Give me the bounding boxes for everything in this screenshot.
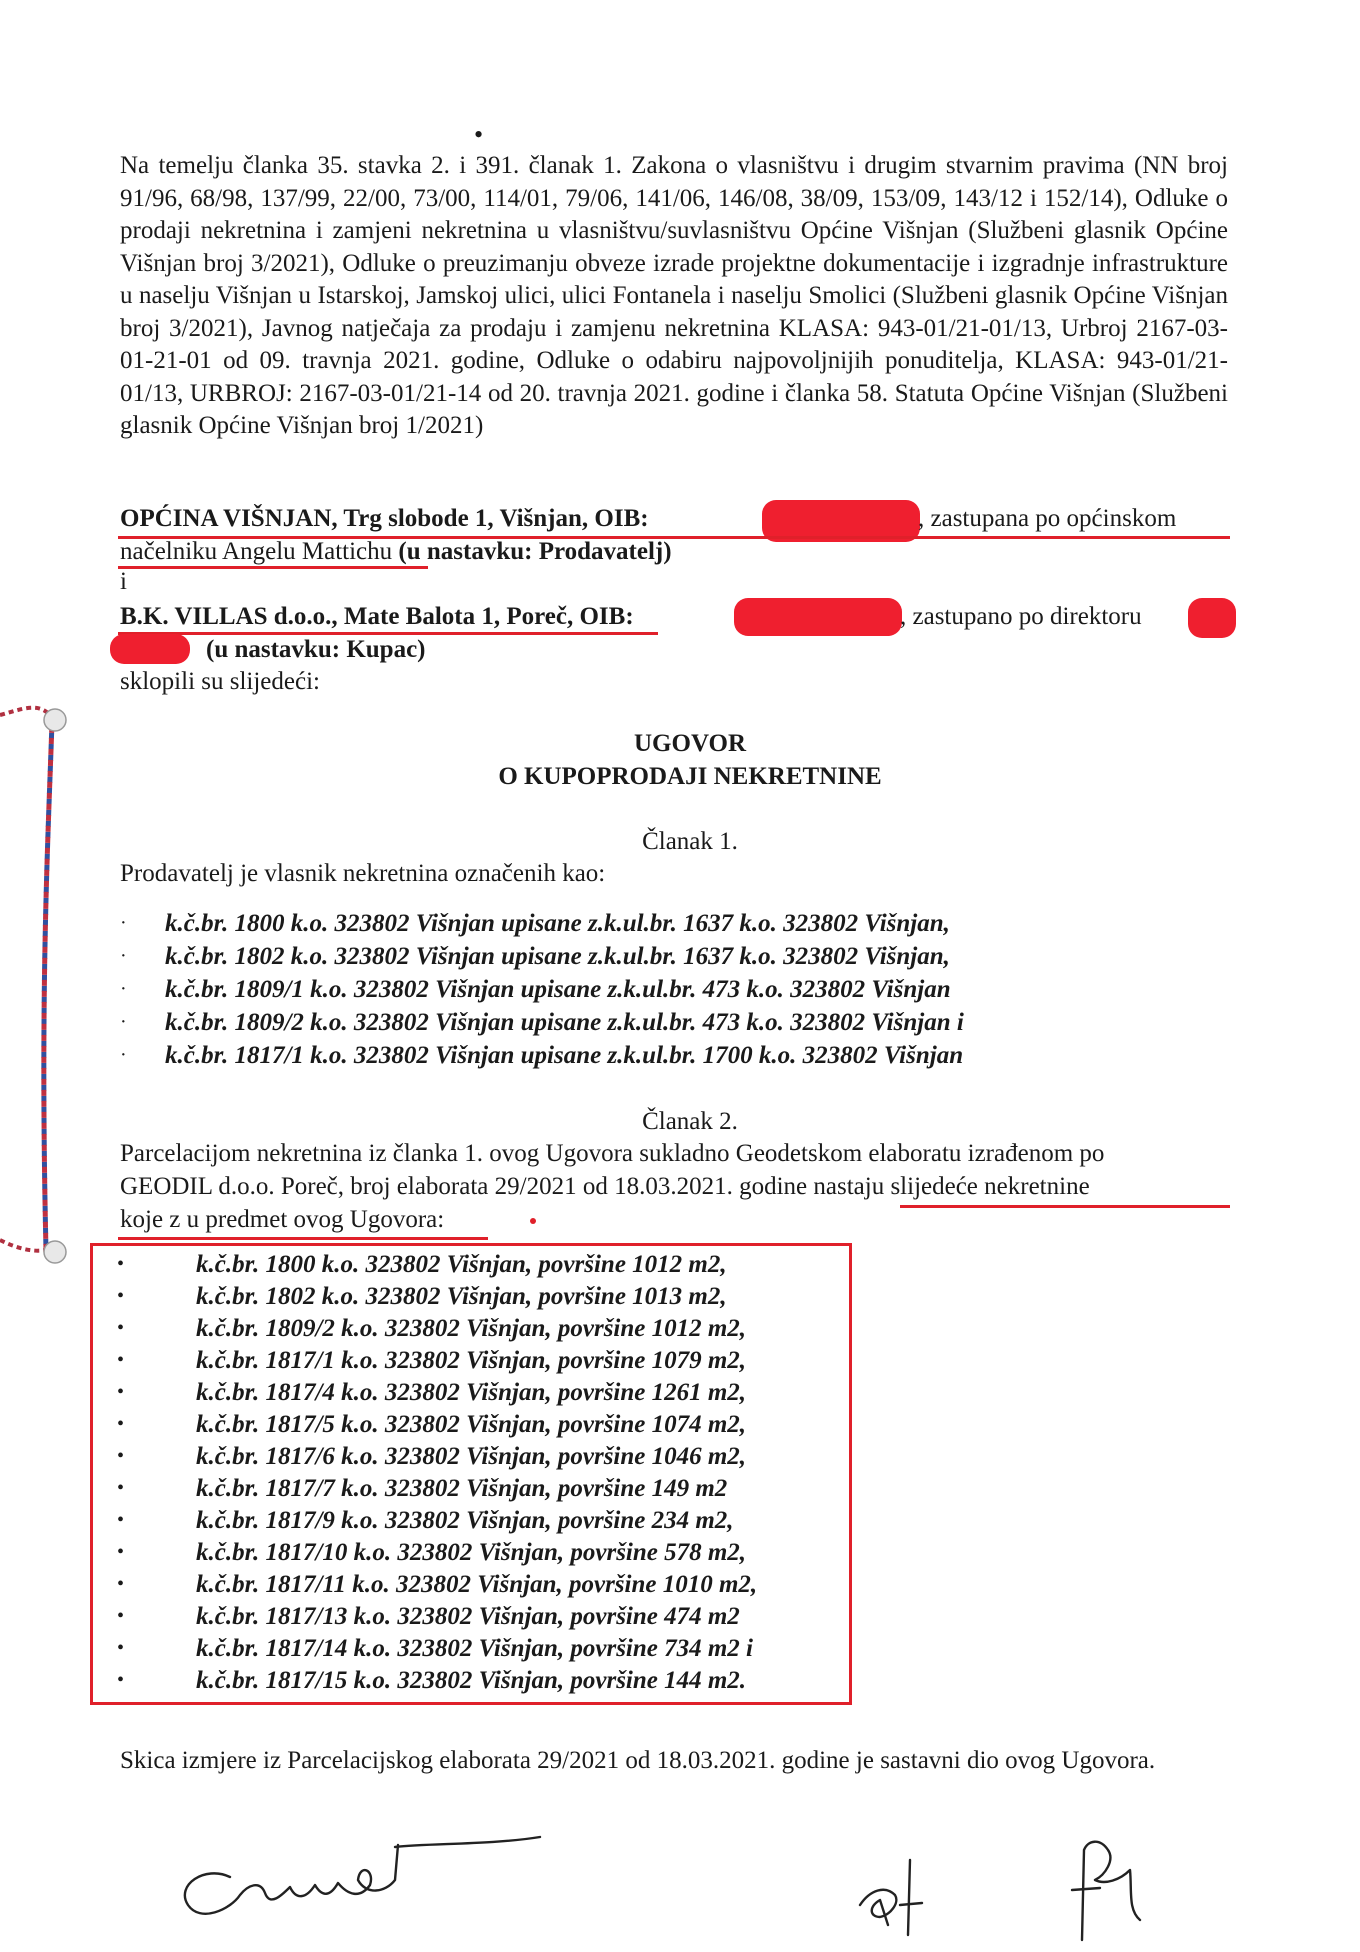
bullet: • <box>117 1253 125 1275</box>
article-2-item: k.č.br. 1817/13 k.o. 323802 Višnjan, površine 474 m2 <box>196 1603 740 1630</box>
seller-represented: , zastupana po općinskom <box>918 505 1177 532</box>
article-2-item: k.č.br. 1802 k.o. 323802 Višnjan, površine 1013 m2, <box>196 1283 727 1310</box>
seller-line-2 <box>120 538 672 566</box>
bullet: · <box>120 945 127 967</box>
annotation-dot <box>530 1218 536 1224</box>
bullet: · <box>120 1044 127 1066</box>
article-2-line-3: koje z u predmet ovog Ugovora: <box>120 1206 445 1233</box>
redaction-buyer-oib <box>734 598 902 636</box>
bullet: · <box>120 912 127 934</box>
bullet: • <box>117 1605 125 1627</box>
buyer-role: (u nastavku: Kupac) <box>206 636 426 663</box>
article-2-item: k.č.br. 1817/11 k.o. 323802 Višnjan, površine 1010 m2, <box>196 1571 758 1598</box>
title-line-1: UGOVOR <box>634 730 746 757</box>
article-2-item: k.č.br. 1817/7 k.o. 323802 Višnjan, površine 149 m2 <box>196 1475 728 1502</box>
bullet: • <box>117 1317 125 1339</box>
and-word: i <box>120 568 127 595</box>
article-2-item: k.č.br. 1817/9 k.o. 323802 Višnjan, površine 234 m2, <box>196 1507 734 1534</box>
seller-name-address: OPĆINA VIŠNJAN, Trg slobode 1, Višnjan, OIB: <box>120 505 649 532</box>
bullet: • <box>117 1637 125 1659</box>
bullet: • <box>117 1445 125 1467</box>
article-2-item: k.č.br. 1817/14 k.o. 323802 Višnjan, površine 734 m2 i <box>196 1635 754 1662</box>
closing-paragraph: Skica izmjere iz Parcelacijskog elaborata 29/2021 od 18.03.2021. godine je sastavni dio ovog Ugovora. <box>120 1747 1156 1774</box>
underline-new-properties <box>900 1205 1230 1208</box>
bullet: • <box>117 1413 125 1435</box>
bullet: • <box>117 1573 125 1595</box>
bullet: • <box>117 1477 125 1499</box>
seller-role: (u nastavku: Prodavatelj) <box>398 538 672 565</box>
article-2-item: k.č.br. 1809/2 k.o. 323802 Višnjan, površine 1012 m2, <box>196 1315 747 1342</box>
buyer-name-address: B.K. VILLAS d.o.o., Mate Balota 1, Poreč, OIB: <box>120 603 634 630</box>
signature-right <box>1060 1830 1170 1945</box>
article-2-line-2b: nastaju slijedeće nekretnine <box>813 1173 1090 1200</box>
bullet: · <box>120 978 127 1000</box>
buyer-line <box>120 603 634 631</box>
article-1-item: k.č.br. 1809/1 k.o. 323802 Višnjan upisane z.k.ul.br. 473 k.o. 323802 Višnjan <box>165 976 951 1003</box>
article-2-item: k.č.br. 1817/15 k.o. 323802 Višnjan, površine 144 m2. <box>196 1667 747 1694</box>
underline-subject <box>118 1237 488 1240</box>
bullet: • <box>117 1349 125 1371</box>
article-2-line-2a: GEODIL d.o.o. Poreč, broj elaborata 29/2021 od 18.03.2021. godine <box>120 1173 808 1200</box>
article-2-item: k.č.br. 1817/10 k.o. 323802 Višnjan, površine 578 m2, <box>196 1539 747 1566</box>
article-1-item: k.č.br. 1817/1 k.o. 323802 Višnjan upisane z.k.ul.br. 1700 k.o. 323802 Višnjan <box>165 1042 964 1069</box>
buyer-represented: , zastupano po direktoru <box>900 603 1142 630</box>
article-2-item: k.č.br. 1817/5 k.o. 323802 Višnjan, površine 1074 m2, <box>196 1411 747 1438</box>
preamble-paragraph: Na temelju članka 35. stavka 2. i 391. članak 1. Zakona o vlasništvu i drugim stvarnim pravima (NN broj 91/96, 68/98, 137/99, 22/00, 73/00, 114/01, 79/06, 141/06, 146/08, 38/09, 153/09, 143/12 i 152/14), Odluke o prodaji nekretnina i zamjeni nekretnina u vlasništvu/suvlasništvu Općine Višnjan (Službeni glasnik Općine Višnjan broj 3/2021), Odluke o preuzimanju obveze izrade projektne dokumentacije i izgradnje infrastrukture u naselju Višnjan u Istarskoj, Jamskoj ulici, ulici Fontanela i naselju Smolici (Službeni glasnik Općine Višnjan broj 3/2021), Javnog natječaja za prodaju i zamjenu nekretnina KLASA: 943-01/21-01/13, Urbroj 2167-03-01-21-01 od 09. travnja 2021. godine, Odluke o odabiru najpovoljnijih ponuditelja, KLASA: 943-01/21-01/13, URBROJ: 2167-03-01/21-14 od 20. travnja 2021. godine i članka 58. Statuta Općine Višnjan (Službeni glasnik Općine Višnjan broj 1/2021) <box>120 152 1228 439</box>
bullet: · <box>120 1011 127 1033</box>
article-1-intro: Prodavatelj je vlasnik nekretnina označenih kao: <box>120 860 606 887</box>
article-2-line-1: Parcelacijom nekretnina iz članka 1. ovog Ugovora sukladno Geodetskom elaboratu izrađenom po <box>120 1140 1105 1167</box>
underline-representative <box>118 566 428 569</box>
article-2-item: k.č.br. 1817/1 k.o. 323802 Višnjan, površine 1079 m2, <box>196 1347 747 1374</box>
article-2-item: k.č.br. 1800 k.o. 323802 Višnjan, površine 1012 m2, <box>196 1251 727 1278</box>
article-2-heading: Članak 2. <box>642 1108 738 1135</box>
signature-middle <box>850 1845 960 1945</box>
bullet: • <box>117 1381 125 1403</box>
stray-dot: • <box>474 120 484 149</box>
article-1-item: k.č.br. 1802 k.o. 323802 Višnjan upisane z.k.ul.br. 1637 k.o. 323802 Višnjan, <box>165 943 950 970</box>
article-1-heading: Članak 1. <box>642 828 738 855</box>
bullet: • <box>117 1285 125 1307</box>
bullet: • <box>117 1541 125 1563</box>
signature-left <box>170 1825 550 1935</box>
title-line-2: O KUPOPRODAJI NEKRETNINE <box>498 763 882 790</box>
seller-line <box>120 505 649 533</box>
concluded-text: sklopili su slijedeći: <box>120 668 320 695</box>
redaction-director-name-2 <box>110 634 190 664</box>
redaction-director-name <box>1188 598 1236 638</box>
article-2-item: k.č.br. 1817/4 k.o. 323802 Višnjan, površine 1261 m2, <box>196 1379 747 1406</box>
article-1-item: k.č.br. 1809/2 k.o. 323802 Višnjan upisane z.k.ul.br. 473 k.o. 323802 Višnjan i <box>165 1009 964 1036</box>
seller-representative: načelniku Angelu Mattichu <box>120 538 393 565</box>
bullet: • <box>117 1509 125 1531</box>
article-2-item: k.č.br. 1817/6 k.o. 323802 Višnjan, površine 1046 m2, <box>196 1443 747 1470</box>
article-2-line-2 <box>120 1173 1090 1201</box>
article-1-item: k.č.br. 1800 k.o. 323802 Višnjan upisane z.k.ul.br. 1637 k.o. 323802 Višnjan, <box>165 910 950 937</box>
bullet: • <box>117 1669 125 1691</box>
underline-buyer <box>118 632 658 635</box>
